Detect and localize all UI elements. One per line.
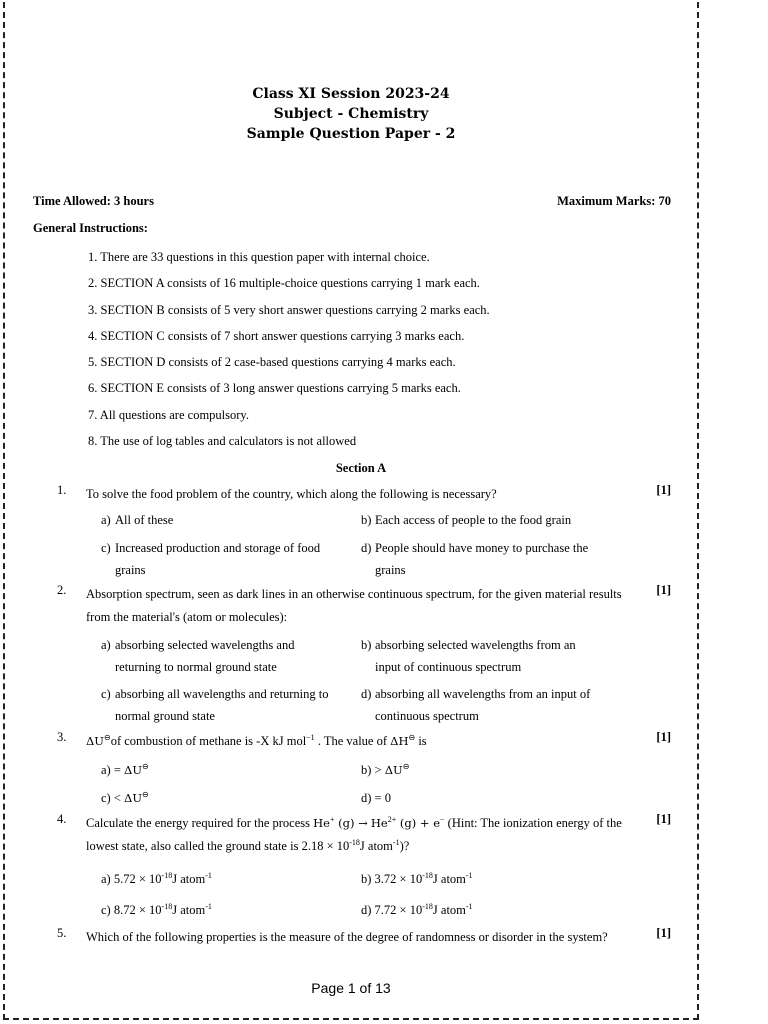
option-text: Increased production and storage of food grains	[115, 541, 321, 577]
option-label: b)	[361, 513, 372, 527]
option-text: = 0	[374, 791, 391, 805]
delta-u-symbol: ΔU	[86, 734, 104, 748]
exponent: -1	[205, 901, 212, 911]
option-label: d)	[361, 541, 372, 555]
question-text-close: )?	[399, 839, 410, 853]
question-marks: [1]	[656, 483, 671, 497]
question-text: To solve the food problem of the country, which along the following is necessary?	[86, 487, 497, 501]
option-b	[361, 868, 591, 890]
option-c	[101, 787, 331, 809]
instruction-item: 5. SECTION D consists of 2 case-based questions carrying 4 marks each.	[88, 355, 456, 370]
option-label: d)	[361, 791, 372, 805]
helium-symbol: He	[313, 816, 330, 830]
delta-h-symbol: ΔH	[390, 734, 409, 748]
option-value: 3.72 × 10	[374, 872, 423, 886]
question-number: 2.	[57, 583, 67, 597]
section-a-title: Section A	[335, 461, 387, 475]
instructions-list	[88, 249, 490, 459]
maximum-marks: Maximum Marks: 70	[557, 194, 671, 208]
question-marks: [1]	[656, 730, 671, 744]
instruction-item: 6. SECTION E consists of 3 long answer questions carrying 5 marks each.	[88, 381, 461, 396]
standard-state-symbol: ⊖	[142, 789, 149, 799]
paper-title: Sample Question Paper - 2	[246, 126, 456, 142]
question-2	[57, 583, 671, 629]
option-b	[361, 509, 591, 531]
meta-row	[33, 194, 671, 209]
option-d	[361, 537, 601, 581]
question-1	[57, 483, 671, 506]
question-text	[86, 730, 643, 753]
class-session: Class XI Session 2023-24	[252, 86, 450, 102]
plus-sign: +	[419, 816, 430, 830]
delta-u-symbol: ΔU	[124, 763, 143, 777]
unit: J atom	[432, 903, 466, 917]
question-text	[86, 812, 643, 858]
option-label: d)	[361, 903, 372, 917]
charge-sup: 2+	[387, 814, 397, 824]
exponent: -1	[465, 901, 473, 911]
question-marks: [1]	[656, 926, 671, 940]
standard-state-symbol: ⊖	[104, 732, 111, 742]
option-label: b)	[361, 763, 372, 777]
unit: J atom	[172, 903, 206, 917]
unit: J atom	[172, 872, 206, 886]
question-3	[57, 730, 671, 753]
option-label: c)	[101, 903, 111, 917]
instruction-item: 8. The use of log tables and calculators is not allowed	[88, 434, 357, 449]
option-label: a)	[101, 763, 111, 777]
unit: J atom	[359, 839, 393, 853]
option-label: d)	[361, 687, 372, 701]
question-text-is: is	[415, 734, 427, 748]
instruction-item: 1. There are 33 questions in this question paper with internal choice.	[88, 250, 430, 264]
question-number: 3.	[57, 730, 67, 744]
instruction-item: 3. SECTION B consists of 5 very short answer questions carrying 2 marks each.	[88, 302, 490, 317]
option-label: c)	[101, 791, 111, 805]
option-text: absorbing selected wavelengths from an input of continuous spectrum	[375, 638, 576, 674]
time-allowed: Time Allowed: 3 hours	[33, 194, 154, 208]
instruction-item: 4. SECTION C consists of 7 short answer questions carrying 3 marks each.	[88, 328, 465, 343]
option-label: a)	[101, 638, 111, 652]
option-a	[101, 634, 331, 678]
question-marks: [1]	[656, 583, 671, 597]
option-operator: <	[110, 791, 125, 805]
option-label: a)	[101, 513, 111, 527]
option-operator: >	[371, 763, 385, 777]
exponent: -18	[422, 901, 433, 911]
paper-header	[0, 84, 702, 144]
reaction-arrow: →	[358, 816, 368, 830]
question-text-mid: of combustion of methane is -X kJ mol	[110, 734, 307, 748]
option-text: People should have money to purchase the grains	[375, 541, 589, 577]
exponent: -18	[161, 901, 173, 911]
exponent: -18	[161, 870, 173, 880]
delta-u-symbol: ΔU	[384, 763, 403, 777]
option-a	[101, 868, 331, 890]
question-4	[57, 812, 671, 858]
option-label: c)	[101, 541, 111, 555]
gas-state: (g)	[334, 816, 359, 830]
option-text: absorbing all wavelengths and returning to normal ground state	[115, 687, 329, 723]
question-5	[57, 926, 671, 949]
power-base: 10	[336, 839, 350, 853]
gas-state: (g)	[396, 816, 420, 830]
option-a	[101, 759, 331, 781]
standard-state-symbol: ⊖	[402, 761, 410, 771]
subject: Subject - Chemistry	[273, 106, 429, 122]
question-text: Absorption spectrum, seen as dark lines in an otherwise continuous spectrum, for the given material results from the material's (atom or molecules):	[86, 587, 622, 624]
option-value: 5.72 × 10	[113, 872, 162, 886]
question-number: 1.	[57, 483, 67, 497]
question-number: 4.	[57, 812, 67, 826]
unit: J atom	[432, 872, 466, 886]
option-c	[101, 899, 331, 921]
option-text: absorbing selected wavelengths and returning to normal ground state	[115, 638, 295, 674]
exponent: -1	[205, 870, 212, 880]
option-d	[361, 899, 591, 921]
option-d	[361, 787, 591, 809]
charge-sup: −	[440, 814, 445, 824]
option-c	[101, 683, 331, 727]
question-text-end: . The value of	[314, 734, 391, 748]
option-label: c)	[101, 687, 111, 701]
option-a	[101, 509, 331, 531]
page-number: Page 1 of 13	[311, 980, 391, 996]
option-value: 7.72 × 10	[374, 903, 423, 917]
question-text: Which of the following properties is the measure of the degree of randomness or disorder in the system?	[86, 930, 608, 944]
option-d	[361, 683, 591, 727]
option-value: 8.72 × 10	[113, 903, 162, 917]
exponent: -1	[465, 870, 473, 880]
option-b	[361, 759, 591, 781]
question-marks: [1]	[656, 812, 671, 826]
electron-symbol: e	[429, 816, 441, 830]
exponent: -18	[422, 870, 433, 880]
option-operator: =	[110, 763, 125, 777]
exponent: −1	[306, 732, 315, 742]
question-number: 5.	[57, 926, 67, 940]
question-text-pre: Calculate the energy required for the process	[86, 816, 314, 830]
exponent: -18	[349, 837, 360, 847]
standard-state-symbol: ⊖	[408, 732, 416, 742]
instruction-item: 7. All questions are compulsory.	[88, 407, 249, 422]
question-text-post: (Hint: The ionization energy of the lowest state, also called the ground state is 2.18 ×	[86, 816, 622, 853]
option-label: b)	[361, 872, 372, 886]
charge-sup: +	[329, 814, 335, 824]
option-label: b)	[361, 638, 372, 652]
delta-u-symbol: ΔU	[124, 791, 143, 805]
general-instructions-title: General Instructions:	[33, 221, 148, 235]
helium-symbol: He	[370, 816, 388, 830]
exponent: -1	[392, 837, 400, 847]
option-text: absorbing all wavelengths from an input of continuous spectrum	[375, 687, 591, 723]
standard-state-symbol: ⊖	[142, 761, 149, 771]
option-c	[101, 537, 331, 581]
option-text: All of these	[115, 513, 174, 527]
option-b	[361, 634, 591, 678]
option-label: a)	[101, 872, 111, 886]
instruction-item: 2. SECTION A consists of 16 multiple-choice questions carrying 1 mark each.	[88, 276, 480, 291]
option-text: Each access of people to the food grain	[375, 513, 572, 527]
